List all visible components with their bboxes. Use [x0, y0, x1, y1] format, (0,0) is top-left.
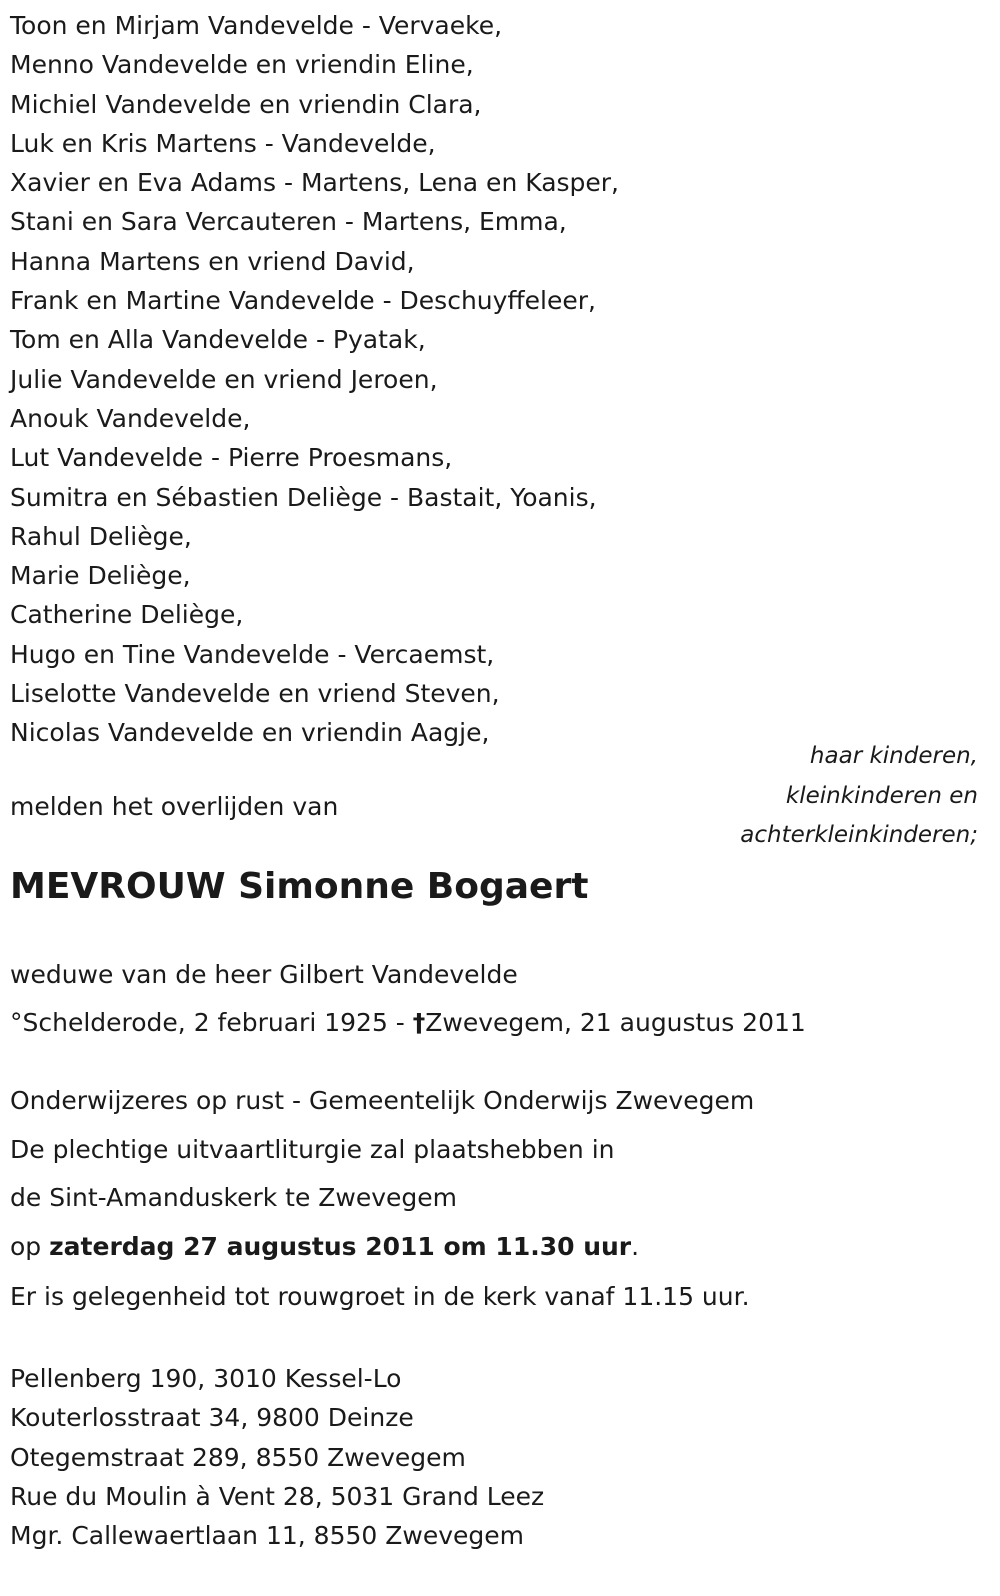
family-member: Liselotte Vandevelde en vriend Steven, — [10, 679, 500, 709]
occupation: Onderwijzeres op rust - Gemeentelijk Onderwijs Zwevegem — [10, 1086, 755, 1115]
funeral-line-1: De plechtige uitvaartliturgie zal plaatshebben in — [10, 1135, 615, 1164]
address: Rue du Moulin à Vent 28, 5031 Grand Leez — [10, 1481, 545, 1511]
life-dates — [10, 1008, 806, 1037]
family-list — [10, 6, 619, 753]
announcement: melden het overlijden van — [10, 792, 339, 821]
address: Otegemstraat 289, 8550 Zwevegem — [10, 1442, 466, 1472]
funeral-prefix: op — [10, 1232, 50, 1261]
birth-info: °Schelderode, 2 februari 1925 - — [10, 1008, 413, 1037]
family-member: Hugo en Tine Vandevelde - Vercaemst, — [10, 639, 495, 669]
address: Pellenberg 190, 3010 Kessel-Lo — [10, 1364, 402, 1393]
address: Mgr. Callewaertlaan 11, 8550 Zwevegem — [10, 1521, 524, 1551]
condolence-info: Er is gelegenheid tot rouwgroet in de kerk vanaf 11.15 uur. — [10, 1282, 750, 1311]
cross-icon: † — [412, 1008, 426, 1037]
family-member: Frank en Martine Vandevelde - Deschuyffeleer, — [10, 286, 596, 316]
family-member: Anouk Vandevelde, — [10, 403, 251, 433]
family-member: Michiel Vandevelde en vriendin Clara, — [10, 89, 482, 119]
family-member: Xavier en Eva Adams - Martens, Lena en Kasper, — [10, 168, 620, 198]
address-list — [10, 1359, 544, 1555]
family-member: Stani en Sara Vercauteren - Martens, Emma, — [10, 207, 567, 237]
family-member: Julie Vandevelde en vriend Jeroen, — [10, 364, 438, 394]
family-member: Marie Deliège, — [10, 561, 191, 591]
family-member: Toon en Mirjam Vandevelde - Vervaeke, — [10, 11, 503, 40]
funeral-datetime: zaterdag 27 augustus 2011 om 11.30 uur — [49, 1232, 632, 1261]
relation-line: kleinkinderen en — [785, 782, 978, 809]
family-member: Luk en Kris Martens - Vandevelde, — [10, 128, 436, 158]
address: Kouterlosstraat 34, 9800 Deinze — [10, 1403, 414, 1433]
family-member: Menno Vandevelde en vriendin Eline, — [10, 50, 474, 80]
funeral-datetime-line — [10, 1232, 639, 1261]
family-member: Nicolas Vandevelde en vriendin Aagje, — [10, 718, 490, 748]
relation-line: achterkleinkinderen; — [740, 822, 978, 848]
family-member: Rahul Deliège, — [10, 521, 192, 551]
death-info: Zwevegem, 21 augustus 2011 — [425, 1008, 806, 1037]
family-member: Sumitra en Sébastien Deliège - Bastait, Yoanis, — [10, 482, 597, 512]
widow-of: weduwe van de heer Gilbert Vandevelde — [10, 960, 518, 989]
funeral-line-2: de Sint-Amanduskerk te Zwevegem — [10, 1183, 458, 1212]
family-member: Catherine Deliège, — [10, 600, 244, 630]
deceased-name: MEVROUW Simonne Bogaert — [10, 866, 589, 907]
family-member: Tom en Alla Vandevelde - Pyatak, — [10, 325, 426, 355]
family-member: Hanna Martens en vriend David, — [10, 246, 415, 276]
relation-note — [740, 737, 978, 856]
relation-line: haar kinderen, — [809, 743, 978, 769]
family-member: Lut Vandevelde - Pierre Proesmans, — [10, 443, 453, 473]
funeral-suffix: . — [631, 1232, 640, 1261]
